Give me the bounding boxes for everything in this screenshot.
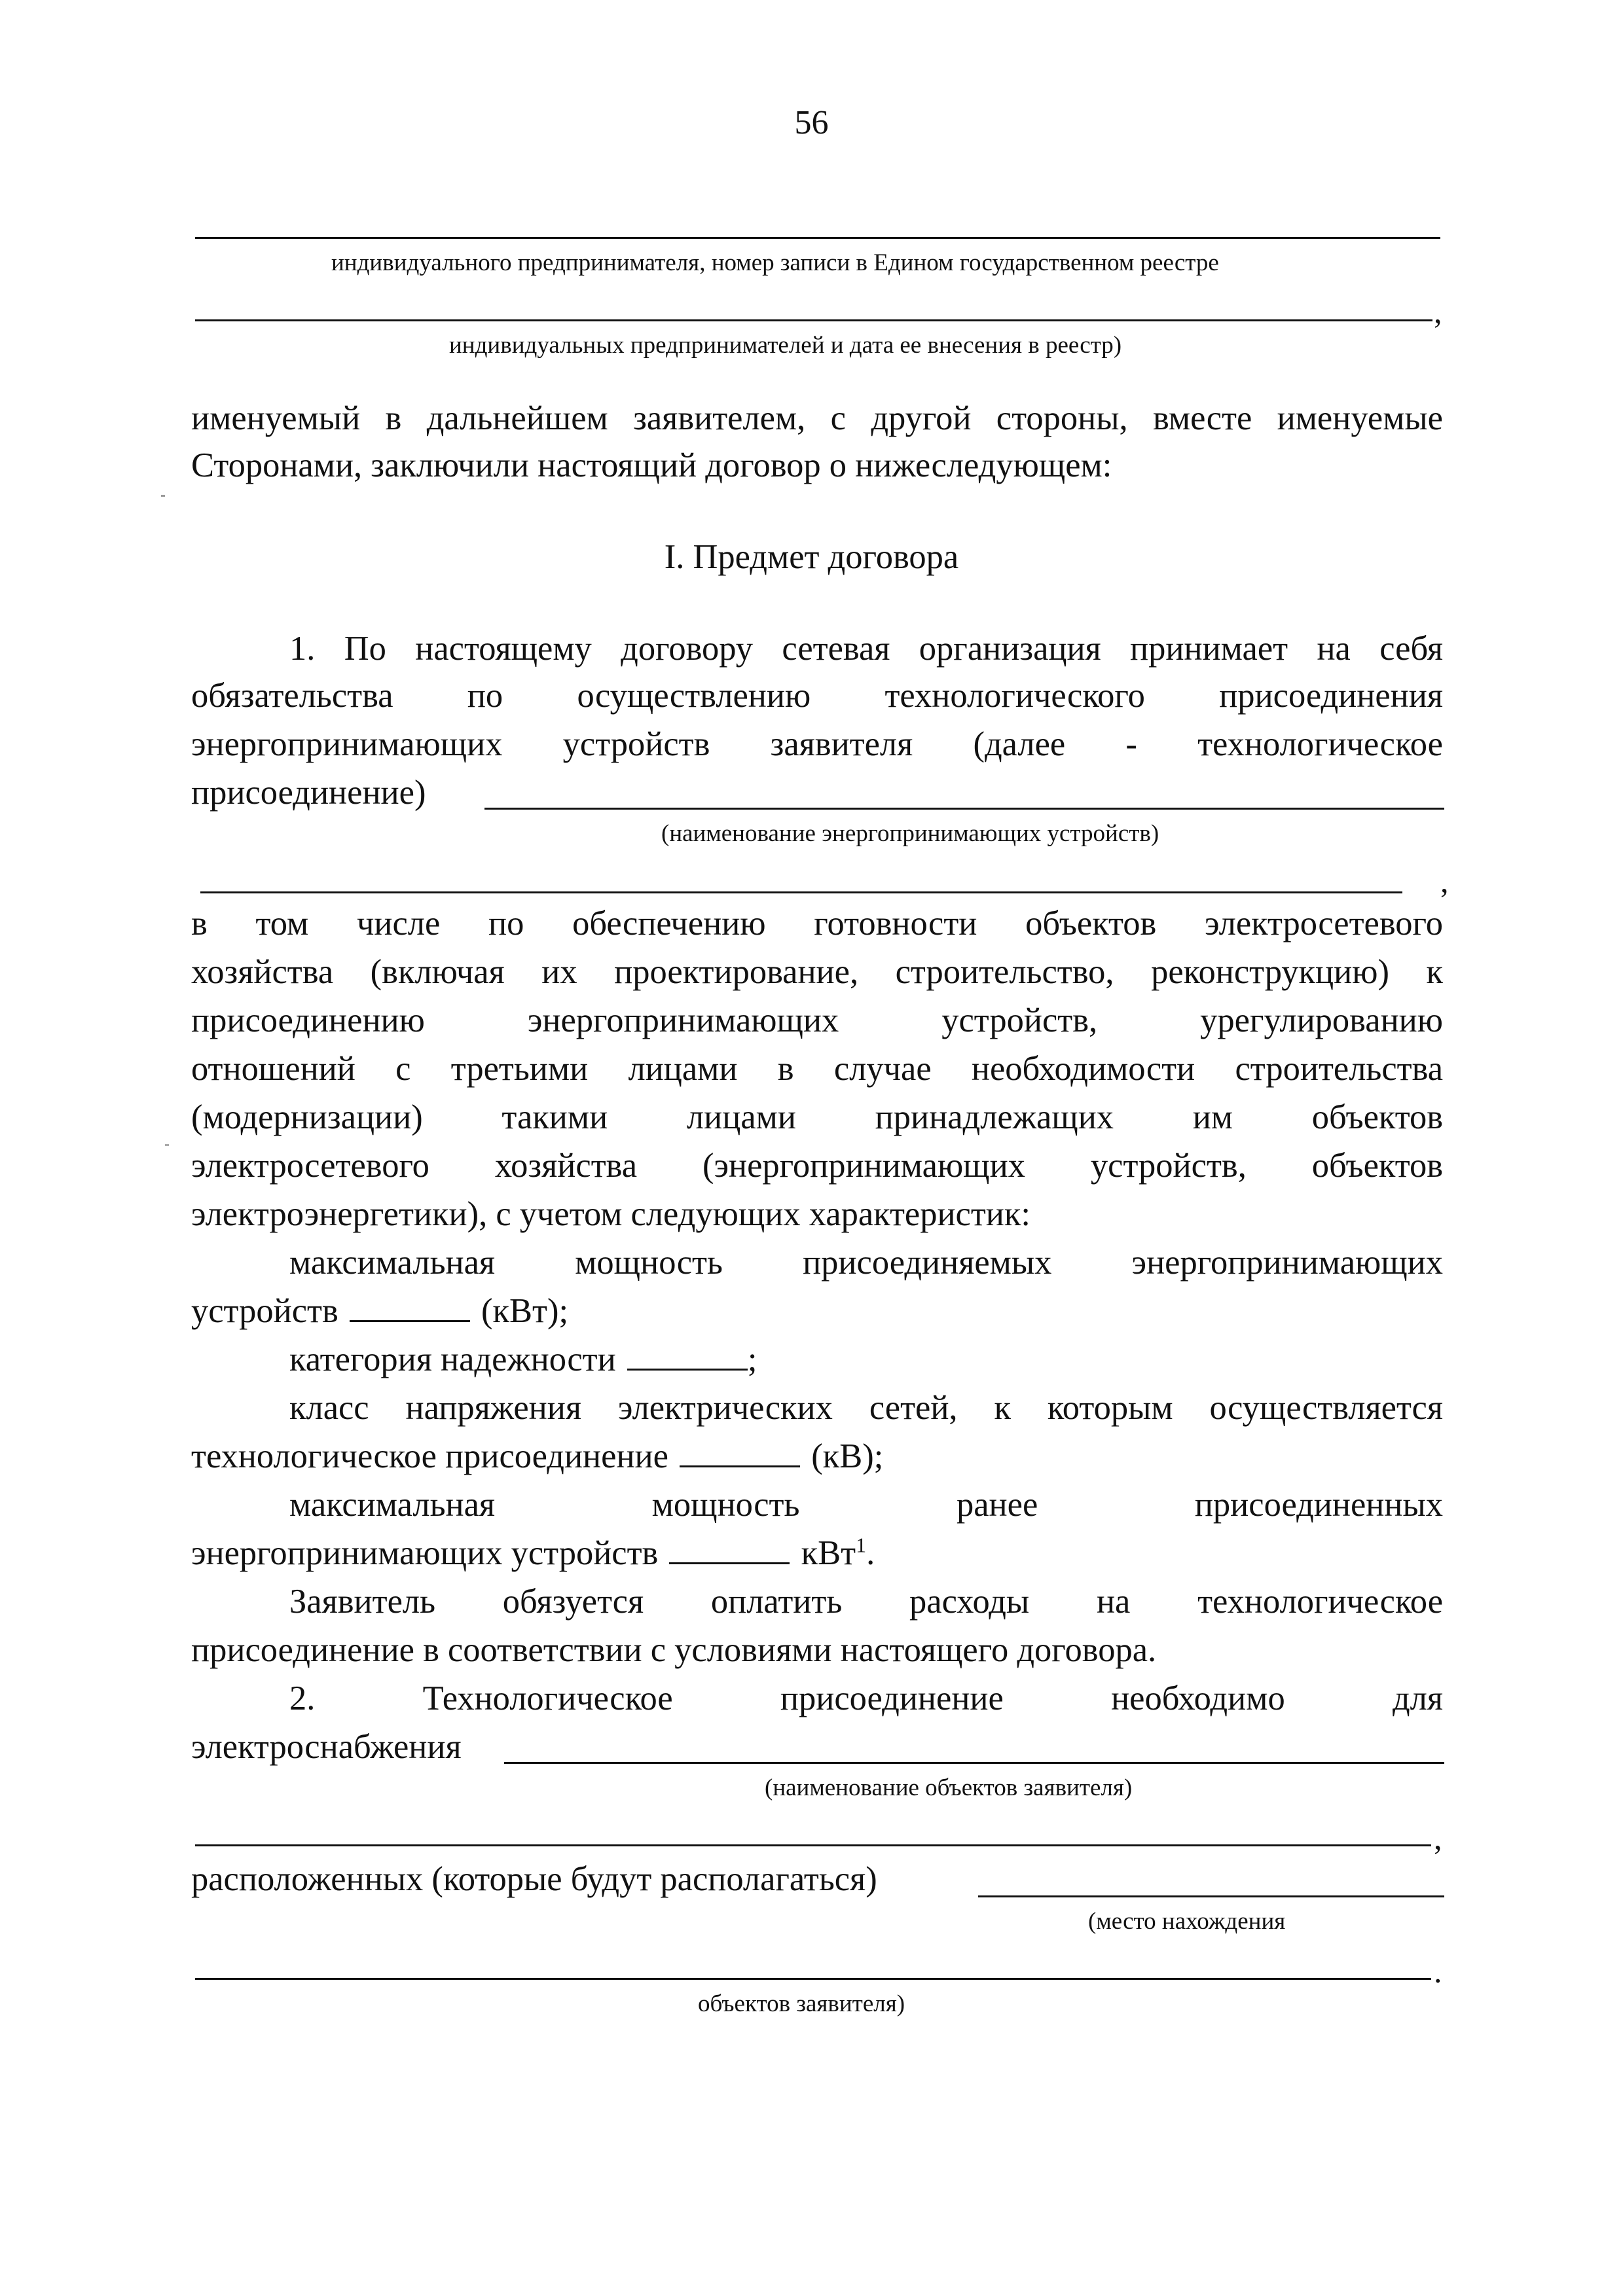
comma-devices: ,: [1440, 863, 1449, 899]
clause-1-line-2: обязательства по осуществлению технологического присоединения: [191, 677, 1443, 715]
max-power-unit: (кВт);: [481, 1292, 569, 1330]
margin-mark-2: [165, 1144, 169, 1146]
located-line: расположенных (которые будут располагаться): [191, 1860, 877, 1898]
fill-line-location-continued: [195, 1978, 1431, 1980]
footnote-mark[interactable]: 1: [856, 1533, 867, 1557]
fill-line-devices-continued: [200, 891, 1402, 893]
period-location: .: [1434, 1953, 1442, 1990]
clause-1-line-1: 1. По настоящему договору сетевая организация принимает на себя: [289, 630, 1443, 668]
caption-location-2: объектов заявителя): [698, 1990, 905, 2017]
fill-line-registry-date: [195, 319, 1432, 321]
caption-entrepreneur-record: индивидуального предпринимателя, номер записи в Едином государственном реестре: [331, 249, 1219, 276]
clause-1-body-line-4: отношений с третьими лицами в случае необходимости строительства: [191, 1050, 1443, 1088]
clause-2-line-1: 2. Технологическое присоединение необходимо для: [289, 1679, 1443, 1717]
page-number: 56: [794, 104, 829, 141]
clause-1-line-3: энергопринимающих устройств заявителя (далее - технологическое: [191, 725, 1443, 763]
margin-mark: [161, 495, 165, 497]
clause-1-body-line-6: электросетевого хозяйства (энергопринимающих устройств, объектов: [191, 1147, 1443, 1185]
payment-line-1: Заявитель обязуется оплатить расходы на технологическое: [289, 1583, 1443, 1621]
voltage-unit: (кВ);: [811, 1437, 884, 1475]
prev-power-period: .: [866, 1534, 875, 1572]
max-power-line-1: максимальная мощность присоединяемых энергопринимающих: [289, 1244, 1443, 1282]
voltage-label: технологическое присоединение: [191, 1437, 668, 1475]
max-power-label: устройств: [191, 1292, 338, 1330]
intro-line-1: именуемый в дальнейшем заявителем, с другой стороны, вместе именуемые: [191, 399, 1443, 437]
prev-power-label: энергопринимающих устройств: [191, 1534, 659, 1572]
reliability-semicolon: ;: [747, 1340, 757, 1378]
max-power-blank[interactable]: [350, 1291, 470, 1322]
reliability-line: [289, 1339, 1443, 1380]
clause-1-body-line-1: в том числе по обеспечению готовности объектов электросетевого: [191, 905, 1443, 942]
reliability-blank[interactable]: [627, 1340, 748, 1371]
section-title: I. Предмет договора: [664, 538, 959, 576]
fill-line-objects: [504, 1762, 1444, 1764]
clause-1-body-line-2: хозяйства (включая их проектирование, строительство, реконструкцию) к: [191, 953, 1443, 991]
reliability-label: категория надежности: [289, 1340, 616, 1378]
clause-2-line-2: электроснабжения: [191, 1728, 462, 1766]
caption-devices: (наименование энергопринимающих устройств): [661, 820, 1159, 847]
comma-objects: ,: [1434, 1820, 1442, 1856]
clause-1-body-line-3: присоединению энергопринимающих устройств, урегулированию: [191, 1001, 1443, 1039]
fill-line-devices: [484, 808, 1444, 810]
prev-power-line-1: максимальная мощность ранее присоединенных: [289, 1486, 1443, 1524]
comma-registry-date: ,: [1434, 293, 1442, 330]
clause-1-line-4: присоединение): [191, 774, 426, 812]
fill-line-entrepreneur-record: [195, 237, 1440, 239]
prev-power-blank[interactable]: [669, 1534, 790, 1564]
caption-registry-date: индивидуальных предпринимателей и дата ее внесения в реестр): [449, 332, 1122, 359]
intro-line-2: Сторонами, заключили настоящий договор о нижеследующем:: [191, 446, 1112, 484]
prev-power-unit: кВт: [801, 1534, 856, 1572]
fill-line-objects-continued: [195, 1844, 1431, 1846]
clause-1-body-line-7: электроэнергетики), с учетом следующих характеристик:: [191, 1195, 1030, 1233]
voltage-line-1: класс напряжения электрических сетей, к которым осуществляется: [289, 1389, 1443, 1427]
fill-line-location: [978, 1895, 1444, 1897]
voltage-line-2: [191, 1436, 1443, 1477]
max-power-line-2: [191, 1291, 1443, 1331]
voltage-blank[interactable]: [680, 1437, 800, 1467]
payment-line-2: присоединение в соответствии с условиями настоящего договора.: [191, 1631, 1157, 1669]
caption-location-1: (место нахождения: [1088, 1908, 1286, 1935]
caption-objects: (наименование объектов заявителя): [765, 1774, 1133, 1801]
clause-1-body-line-5: (модернизации) такими лицами принадлежащих им объектов: [191, 1098, 1443, 1136]
prev-power-line-2: [191, 1533, 1443, 1573]
